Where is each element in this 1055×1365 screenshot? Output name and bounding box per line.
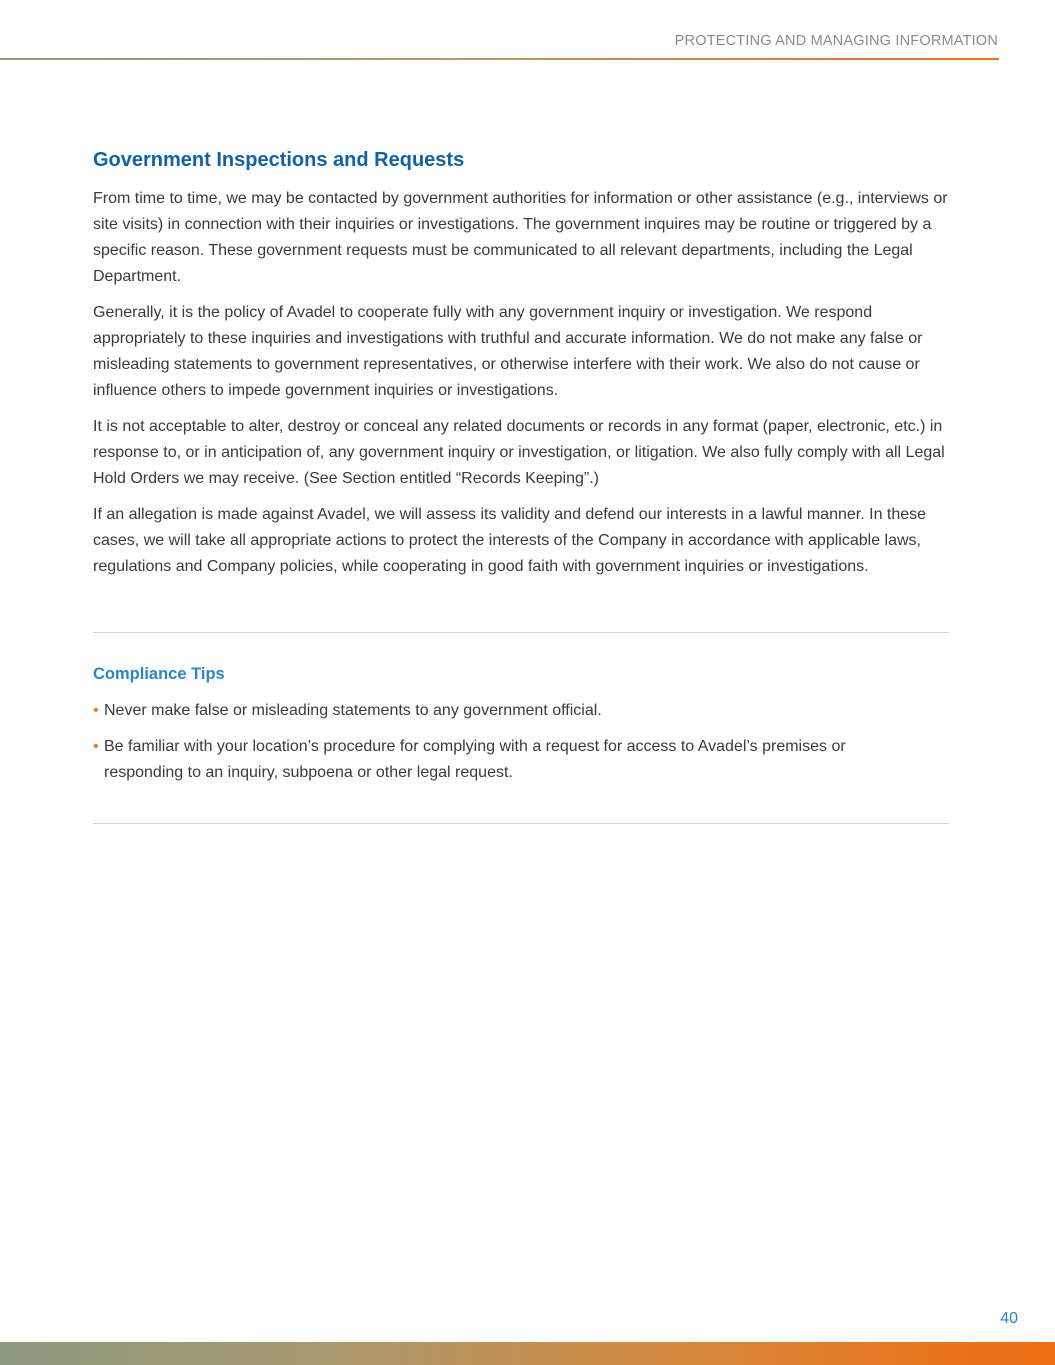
tip-text: Never make false or misleading statements to any government official. [104, 702, 602, 719]
list-item [93, 734, 893, 786]
running-header: PROTECTING AND MANAGING INFORMATION [674, 33, 998, 49]
tip-text: Be familiar with your location’s procedure for complying with a request for access to Avadel’s premises or responding to an inquiry, subpoena or other legal request. [104, 738, 846, 781]
header-rule [0, 58, 999, 60]
bullet-icon: • [93, 702, 99, 719]
body-paragraph-3: It is not acceptable to alter, destroy or conceal any related documents or records in any format (paper, electronic, etc.) in response to, or in anticipation of, any government inquiry or investigation, or litigation. We also fully comply with all Legal Hold Orders we may receive. (See Section entitled “Records Keeping”.) [93, 418, 945, 487]
compliance-tips-heading: Compliance Tips [93, 665, 225, 683]
compliance-tips-list [93, 698, 893, 796]
footer-bar [0, 1342, 1055, 1365]
body-paragraph-2: Generally, it is the policy of Avadel to cooperate fully with any government inquiry or investigation. We respond appropriately to these inquiries and investigations with truthful and accurate information. We do not make any false or misleading statements to government representatives, or otherwise interfere with their work. We also do not cause or influence others to impede government inquiries or investigations. [93, 304, 923, 399]
main-content [93, 146, 951, 590]
body-paragraph-4: If an allegation is made against Avadel, we will assess its validity and defend our interests in a lawful manner. In these cases, we will take all appropriate actions to protect the interests of the Company in accordance with applicable laws, regulations and Company policies, while cooperating in good faith with government inquiries or investigations. [93, 506, 927, 575]
page-number: 40 [1000, 1310, 1018, 1327]
bullet-icon: • [93, 738, 99, 755]
compliance-tips-box [93, 632, 949, 824]
list-item [93, 698, 893, 724]
section-heading: Government Inspections and Requests [93, 149, 465, 171]
body-paragraph-1: From time to time, we may be contacted by government authorities for information or other assistance (e.g., interviews or site visits) in connection with their inquiries or investigations. The government inquires may be routine or triggered by a specific reason. These government requests must be communicated to all relevant departments, including the Legal Department. [93, 190, 948, 285]
